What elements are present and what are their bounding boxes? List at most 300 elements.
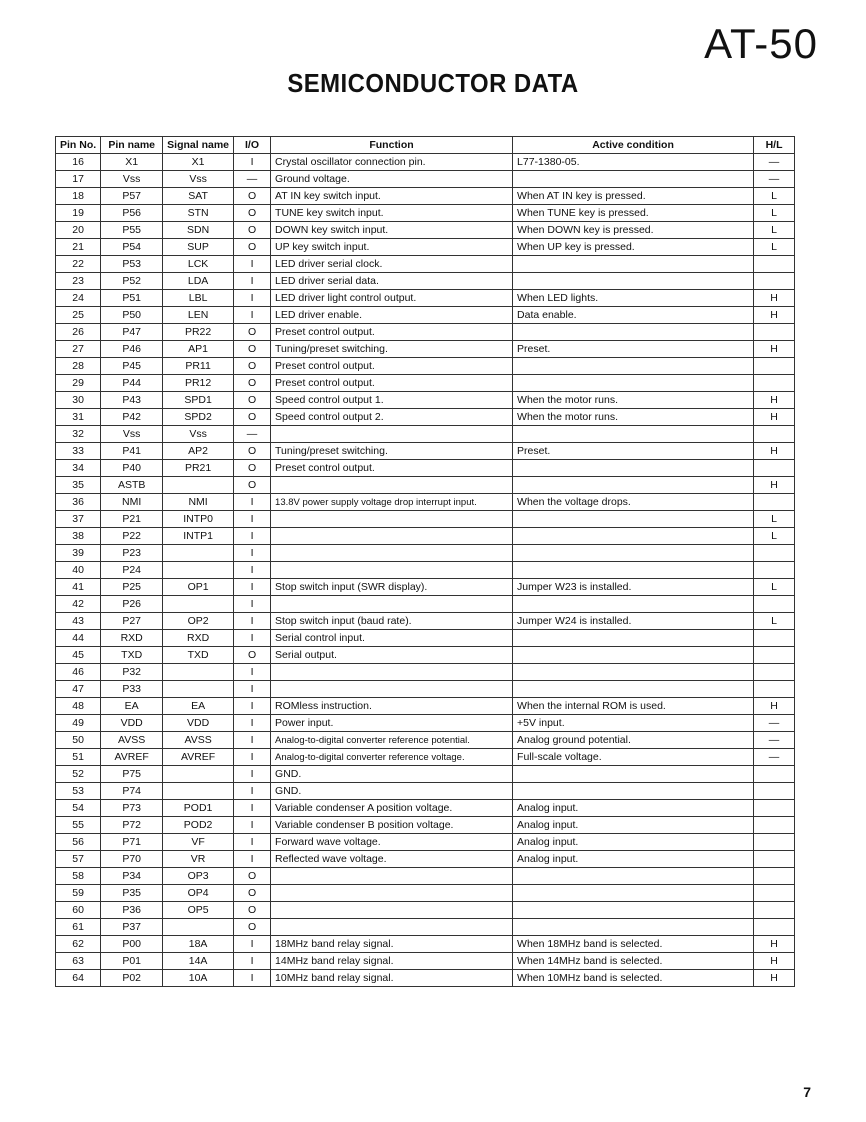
signal-name-cell: SAT: [163, 188, 234, 205]
signal-name-cell: AP2: [163, 443, 234, 460]
table-row: [56, 715, 795, 732]
pin-no-cell: 53: [56, 783, 101, 800]
io-cell: —: [234, 171, 271, 188]
table-header-row: [56, 137, 795, 154]
table-row: [56, 358, 795, 375]
active-condition-cell: L77-1380-05.: [513, 154, 754, 171]
pin-no-cell: 16: [56, 154, 101, 171]
table-row: [56, 783, 795, 800]
pin-no-cell: 30: [56, 392, 101, 409]
pin-no-cell: 37: [56, 511, 101, 528]
pin-name-cell: P36: [101, 902, 163, 919]
function-cell: Crystal oscillator connection pin.: [271, 154, 513, 171]
function-cell: 14MHz band relay signal.: [271, 953, 513, 970]
hl-cell: L: [754, 528, 795, 545]
active-condition-cell: [513, 324, 754, 341]
pin-name-cell: P51: [101, 290, 163, 307]
signal-name-cell: AP1: [163, 341, 234, 358]
hl-cell: H: [754, 392, 795, 409]
io-cell: I: [234, 256, 271, 273]
io-cell: O: [234, 868, 271, 885]
hl-cell: [754, 562, 795, 579]
table-row: [56, 511, 795, 528]
hl-cell: L: [754, 579, 795, 596]
io-cell: O: [234, 460, 271, 477]
signal-name-cell: VR: [163, 851, 234, 868]
io-cell: I: [234, 681, 271, 698]
pin-no-cell: 59: [56, 885, 101, 902]
table-row: [56, 630, 795, 647]
signal-name-cell: [163, 664, 234, 681]
signal-name-cell: INTP1: [163, 528, 234, 545]
table-row: [56, 868, 795, 885]
function-cell: Stop switch input (baud rate).: [271, 613, 513, 630]
hl-cell: [754, 596, 795, 613]
signal-name-cell: Vss: [163, 171, 234, 188]
io-cell: I: [234, 290, 271, 307]
signal-name-cell: Vss: [163, 426, 234, 443]
signal-name-cell: SUP: [163, 239, 234, 256]
table-row: [56, 477, 795, 494]
signal-name-cell: STN: [163, 205, 234, 222]
pin-name-cell: P70: [101, 851, 163, 868]
table-row: [56, 188, 795, 205]
pin-name-cell: P34: [101, 868, 163, 885]
active-condition-cell: When TUNE key is pressed.: [513, 205, 754, 222]
hl-cell: [754, 545, 795, 562]
signal-name-cell: [163, 681, 234, 698]
function-cell: LED driver serial data.: [271, 273, 513, 290]
io-cell: I: [234, 851, 271, 868]
table-row: [56, 817, 795, 834]
signal-name-cell: AVSS: [163, 732, 234, 749]
table-row: [56, 494, 795, 511]
function-cell: Analog-to-digital converter reference potential.: [271, 732, 513, 749]
pin-no-cell: 61: [56, 919, 101, 936]
pin-name-cell: ASTB: [101, 477, 163, 494]
active-condition-cell: Full-scale voltage.: [513, 749, 754, 766]
table-row: [56, 681, 795, 698]
function-cell: LED driver enable.: [271, 307, 513, 324]
pin-no-cell: 40: [56, 562, 101, 579]
io-cell: O: [234, 647, 271, 664]
function-cell: [271, 596, 513, 613]
active-condition-cell: When LED lights.: [513, 290, 754, 307]
signal-name-cell: 18A: [163, 936, 234, 953]
function-cell: [271, 664, 513, 681]
function-cell: [271, 868, 513, 885]
pin-name-cell: P01: [101, 953, 163, 970]
active-condition-cell: [513, 766, 754, 783]
signal-name-cell: SPD2: [163, 409, 234, 426]
table-row: [56, 273, 795, 290]
io-cell: O: [234, 324, 271, 341]
io-cell: I: [234, 596, 271, 613]
pin-name-cell: NMI: [101, 494, 163, 511]
pin-name-cell: Vss: [101, 171, 163, 188]
pin-no-cell: 17: [56, 171, 101, 188]
function-cell: [271, 919, 513, 936]
io-cell: I: [234, 783, 271, 800]
col-header-hl: H/L: [754, 137, 795, 154]
pin-no-cell: 36: [56, 494, 101, 511]
pin-name-cell: P41: [101, 443, 163, 460]
function-cell: Tuning/preset switching.: [271, 443, 513, 460]
pin-no-cell: 22: [56, 256, 101, 273]
signal-name-cell: [163, 562, 234, 579]
hl-cell: [754, 800, 795, 817]
signal-name-cell: POD1: [163, 800, 234, 817]
pin-name-cell: P56: [101, 205, 163, 222]
io-cell: I: [234, 970, 271, 987]
function-cell: Analog-to-digital converter reference voltage.: [271, 749, 513, 766]
table-row: [56, 902, 795, 919]
active-condition-cell: [513, 664, 754, 681]
hl-cell: [754, 494, 795, 511]
function-cell: Ground voltage.: [271, 171, 513, 188]
hl-cell: H: [754, 477, 795, 494]
pin-no-cell: 64: [56, 970, 101, 987]
pin-name-cell: P24: [101, 562, 163, 579]
pin-no-cell: 52: [56, 766, 101, 783]
active-condition-cell: When the voltage drops.: [513, 494, 754, 511]
pin-name-cell: P53: [101, 256, 163, 273]
active-condition-cell: +5V input.: [513, 715, 754, 732]
signal-name-cell: AVREF: [163, 749, 234, 766]
active-condition-cell: [513, 273, 754, 290]
hl-cell: [754, 885, 795, 902]
active-condition-cell: Analog input.: [513, 800, 754, 817]
pin-name-cell: AVREF: [101, 749, 163, 766]
active-condition-cell: Analog ground potential.: [513, 732, 754, 749]
pin-no-cell: 24: [56, 290, 101, 307]
signal-name-cell: [163, 919, 234, 936]
function-cell: [271, 426, 513, 443]
function-cell: Power input.: [271, 715, 513, 732]
active-condition-cell: [513, 868, 754, 885]
signal-name-cell: OP1: [163, 579, 234, 596]
pin-name-cell: Vss: [101, 426, 163, 443]
pin-name-cell: AVSS: [101, 732, 163, 749]
io-cell: I: [234, 953, 271, 970]
active-condition-cell: When the motor runs.: [513, 409, 754, 426]
hl-cell: H: [754, 443, 795, 460]
signal-name-cell: OP3: [163, 868, 234, 885]
hl-cell: H: [754, 698, 795, 715]
active-condition-cell: Data enable.: [513, 307, 754, 324]
table-row: [56, 885, 795, 902]
function-cell: UP key switch input.: [271, 239, 513, 256]
active-condition-cell: When UP key is pressed.: [513, 239, 754, 256]
table-row: [56, 919, 795, 936]
active-condition-cell: Analog input.: [513, 834, 754, 851]
function-cell: Forward wave voltage.: [271, 834, 513, 851]
pin-no-cell: 45: [56, 647, 101, 664]
signal-name-cell: PR11: [163, 358, 234, 375]
function-cell: Speed control output 1.: [271, 392, 513, 409]
table-row: [56, 936, 795, 953]
table-row: [56, 443, 795, 460]
function-cell: 18MHz band relay signal.: [271, 936, 513, 953]
pin-name-cell: P43: [101, 392, 163, 409]
io-cell: I: [234, 562, 271, 579]
page-title: SEMICONDUCTOR DATA: [287, 68, 579, 98]
active-condition-cell: [513, 375, 754, 392]
pin-no-cell: 29: [56, 375, 101, 392]
hl-cell: [754, 273, 795, 290]
pin-no-cell: 41: [56, 579, 101, 596]
pin-name-cell: P37: [101, 919, 163, 936]
io-cell: I: [234, 715, 271, 732]
pin-name-cell: P54: [101, 239, 163, 256]
signal-name-cell: [163, 596, 234, 613]
io-cell: I: [234, 766, 271, 783]
hl-cell: H: [754, 307, 795, 324]
pin-no-cell: 39: [56, 545, 101, 562]
signal-name-cell: LCK: [163, 256, 234, 273]
function-cell: LED driver serial clock.: [271, 256, 513, 273]
pin-name-cell: P22: [101, 528, 163, 545]
pin-no-cell: 33: [56, 443, 101, 460]
function-cell: AT IN key switch input.: [271, 188, 513, 205]
signal-name-cell: 14A: [163, 953, 234, 970]
function-cell: [271, 511, 513, 528]
hl-cell: —: [754, 171, 795, 188]
table-row: [56, 205, 795, 222]
hl-cell: —: [754, 732, 795, 749]
io-cell: I: [234, 749, 271, 766]
col-header-function: Function: [271, 137, 513, 154]
pin-no-cell: 32: [56, 426, 101, 443]
function-cell: Preset control output.: [271, 358, 513, 375]
hl-cell: [754, 868, 795, 885]
active-condition-cell: [513, 783, 754, 800]
pin-name-cell: P42: [101, 409, 163, 426]
pin-name-cell: P33: [101, 681, 163, 698]
pin-no-cell: 51: [56, 749, 101, 766]
hl-cell: H: [754, 409, 795, 426]
pin-no-cell: 56: [56, 834, 101, 851]
active-condition-cell: [513, 545, 754, 562]
io-cell: O: [234, 902, 271, 919]
function-cell: Variable condenser A position voltage.: [271, 800, 513, 817]
io-cell: O: [234, 392, 271, 409]
hl-cell: [754, 817, 795, 834]
function-cell: ROMless instruction.: [271, 698, 513, 715]
active-condition-cell: [513, 528, 754, 545]
hl-cell: L: [754, 511, 795, 528]
pin-name-cell: P75: [101, 766, 163, 783]
io-cell: I: [234, 834, 271, 851]
pin-no-cell: 62: [56, 936, 101, 953]
pin-name-cell: P73: [101, 800, 163, 817]
table-row: [56, 154, 795, 171]
pin-name-cell: P71: [101, 834, 163, 851]
pin-no-cell: 19: [56, 205, 101, 222]
pin-name-cell: P50: [101, 307, 163, 324]
hl-cell: H: [754, 953, 795, 970]
model-name: AT-50: [704, 20, 818, 67]
io-cell: I: [234, 528, 271, 545]
table-row: [56, 171, 795, 188]
table-row: [56, 664, 795, 681]
pin-name-cell: VDD: [101, 715, 163, 732]
function-cell: Tuning/preset switching.: [271, 341, 513, 358]
function-cell: GND.: [271, 783, 513, 800]
pin-no-cell: 31: [56, 409, 101, 426]
pin-name-cell: P47: [101, 324, 163, 341]
pin-no-cell: 25: [56, 307, 101, 324]
pin-no-cell: 57: [56, 851, 101, 868]
pin-name-cell: P57: [101, 188, 163, 205]
function-cell: Reflected wave voltage.: [271, 851, 513, 868]
io-cell: I: [234, 579, 271, 596]
function-cell: [271, 902, 513, 919]
pin-name-cell: P23: [101, 545, 163, 562]
active-condition-cell: [513, 596, 754, 613]
io-cell: I: [234, 817, 271, 834]
col-header-pin-name: Pin name: [101, 137, 163, 154]
table-row: [56, 307, 795, 324]
pin-no-cell: 26: [56, 324, 101, 341]
pin-no-cell: 60: [56, 902, 101, 919]
table-row: [56, 647, 795, 664]
hl-cell: [754, 324, 795, 341]
table-body: [56, 154, 795, 987]
table-row: [56, 460, 795, 477]
table-row: [56, 749, 795, 766]
pin-no-cell: 27: [56, 341, 101, 358]
io-cell: I: [234, 273, 271, 290]
col-header-io: I/O: [234, 137, 271, 154]
hl-cell: [754, 834, 795, 851]
io-cell: I: [234, 307, 271, 324]
pin-name-cell: P32: [101, 664, 163, 681]
pin-no-cell: 44: [56, 630, 101, 647]
signal-name-cell: [163, 545, 234, 562]
active-condition-cell: When 18MHz band is selected.: [513, 936, 754, 953]
active-condition-cell: [513, 358, 754, 375]
pin-name-cell: P27: [101, 613, 163, 630]
active-condition-cell: [513, 171, 754, 188]
table-row: [56, 545, 795, 562]
pin-name-cell: P52: [101, 273, 163, 290]
signal-name-cell: VF: [163, 834, 234, 851]
table-row: [56, 426, 795, 443]
table-row: [56, 596, 795, 613]
function-cell: Preset control output.: [271, 460, 513, 477]
active-condition-cell: [513, 885, 754, 902]
table-row: [56, 290, 795, 307]
table-row: [56, 222, 795, 239]
active-condition-cell: Preset.: [513, 341, 754, 358]
signal-name-cell: [163, 477, 234, 494]
table-row: [56, 800, 795, 817]
hl-cell: H: [754, 936, 795, 953]
hl-cell: [754, 766, 795, 783]
hl-cell: —: [754, 154, 795, 171]
io-cell: O: [234, 205, 271, 222]
pin-name-cell: P40: [101, 460, 163, 477]
signal-name-cell: SDN: [163, 222, 234, 239]
hl-cell: [754, 783, 795, 800]
function-cell: [271, 562, 513, 579]
io-cell: O: [234, 477, 271, 494]
active-condition-cell: [513, 477, 754, 494]
active-condition-cell: [513, 256, 754, 273]
io-cell: I: [234, 630, 271, 647]
active-condition-cell: Analog input.: [513, 851, 754, 868]
table-row: [56, 732, 795, 749]
io-cell: I: [234, 545, 271, 562]
pin-no-cell: 35: [56, 477, 101, 494]
signal-name-cell: LDA: [163, 273, 234, 290]
active-condition-cell: Preset.: [513, 443, 754, 460]
io-cell: I: [234, 698, 271, 715]
active-condition-cell: When AT IN key is pressed.: [513, 188, 754, 205]
active-condition-cell: [513, 511, 754, 528]
signal-name-cell: X1: [163, 154, 234, 171]
io-cell: I: [234, 154, 271, 171]
signal-name-cell: VDD: [163, 715, 234, 732]
pin-name-cell: P35: [101, 885, 163, 902]
pin-no-cell: 18: [56, 188, 101, 205]
signal-name-cell: OP5: [163, 902, 234, 919]
table-row: [56, 239, 795, 256]
signal-name-cell: OP2: [163, 613, 234, 630]
hl-cell: —: [754, 715, 795, 732]
pin-name-cell: RXD: [101, 630, 163, 647]
hl-cell: —: [754, 749, 795, 766]
io-cell: O: [234, 222, 271, 239]
page-number: 7: [803, 1084, 811, 1100]
pin-no-cell: 55: [56, 817, 101, 834]
pin-name-cell: P26: [101, 596, 163, 613]
hl-cell: L: [754, 205, 795, 222]
function-cell: [271, 545, 513, 562]
pin-no-cell: 48: [56, 698, 101, 715]
table-row: [56, 834, 795, 851]
function-cell: Stop switch input (SWR display).: [271, 579, 513, 596]
io-cell: O: [234, 358, 271, 375]
table-row: [56, 766, 795, 783]
function-cell: Preset control output.: [271, 324, 513, 341]
function-cell: Variable condenser B position voltage.: [271, 817, 513, 834]
pin-no-cell: 58: [56, 868, 101, 885]
hl-cell: [754, 358, 795, 375]
hl-cell: [754, 460, 795, 477]
hl-cell: L: [754, 188, 795, 205]
pin-name-cell: P02: [101, 970, 163, 987]
pin-no-cell: 28: [56, 358, 101, 375]
function-cell: 10MHz band relay signal.: [271, 970, 513, 987]
hl-cell: [754, 375, 795, 392]
hl-cell: [754, 681, 795, 698]
col-header-pin-no: Pin No.: [56, 137, 101, 154]
signal-name-cell: PR12: [163, 375, 234, 392]
io-cell: I: [234, 936, 271, 953]
signal-name-cell: [163, 783, 234, 800]
active-condition-cell: When DOWN key is pressed.: [513, 222, 754, 239]
pin-name-cell: P46: [101, 341, 163, 358]
signal-name-cell: RXD: [163, 630, 234, 647]
col-header-active-condition: Active condition: [513, 137, 754, 154]
pin-name-cell: P25: [101, 579, 163, 596]
active-condition-cell: When the motor runs.: [513, 392, 754, 409]
io-cell: O: [234, 919, 271, 936]
io-cell: O: [234, 375, 271, 392]
active-condition-cell: When the internal ROM is used.: [513, 698, 754, 715]
